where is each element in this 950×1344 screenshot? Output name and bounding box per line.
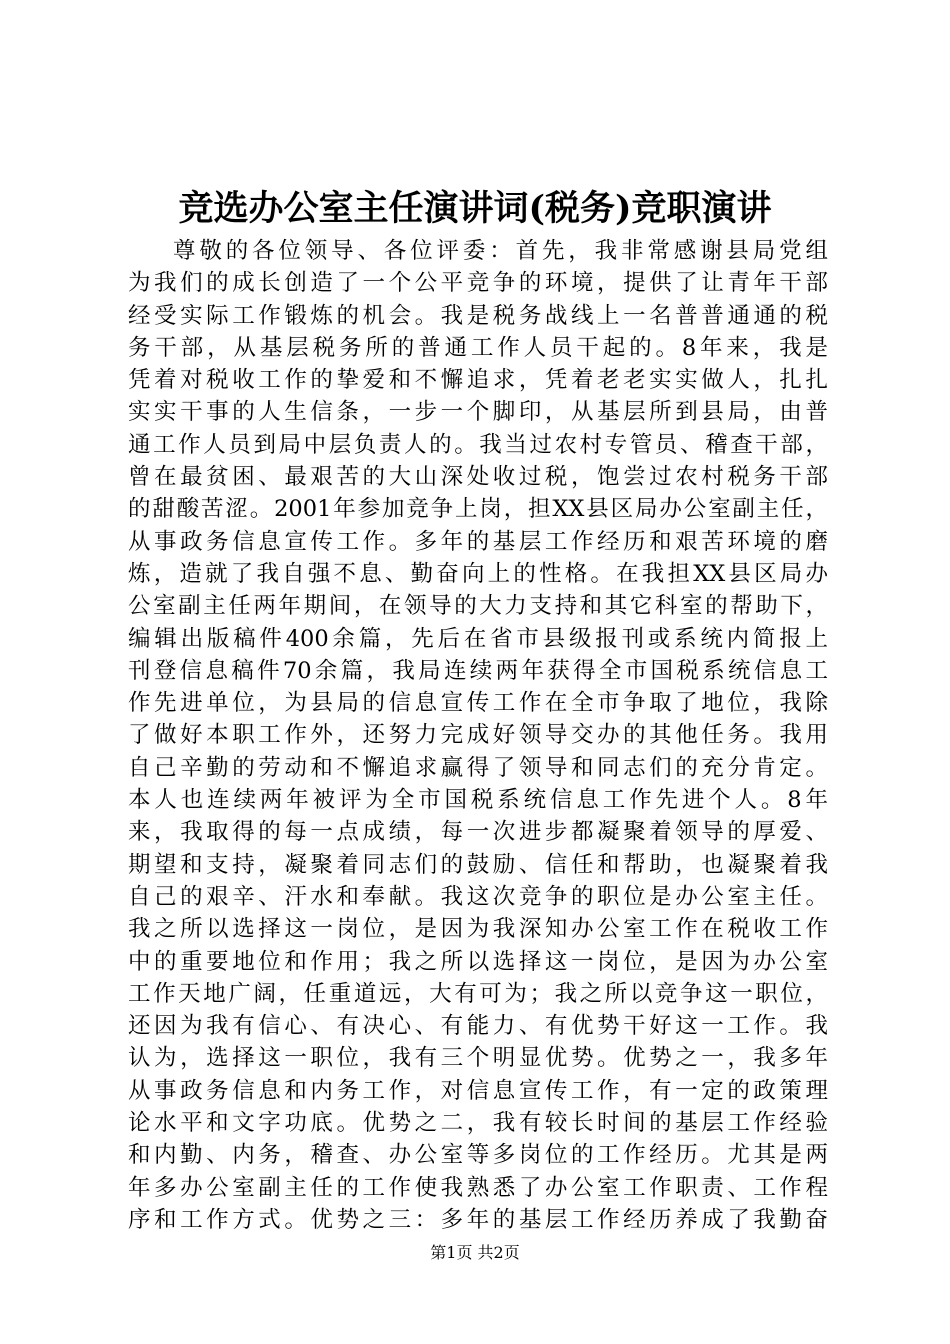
body-line: 为我们的成长创造了一个公平竞争的环境，提供了让青年干部 bbox=[128, 270, 828, 297]
body-line: 的甜酸苦涩。2001年参加竞争上岗，担XX县区局办公室副主任， bbox=[128, 496, 828, 523]
body-line: 中的重要地位和作用；我之所以选择这一岗位，是因为办公室 bbox=[128, 948, 828, 975]
document-title: 竞选办公室主任演讲词(税务)竞职演讲 bbox=[178, 188, 772, 229]
body-line: 曾在最贫困、最艰苦的大山深处收过税，饱尝过农村税务干部 bbox=[128, 464, 828, 491]
body-line: 从事政务信息和内务工作，对信息宣传工作，有一定的政策理 bbox=[128, 1077, 828, 1104]
body-line: 炼，造就了我自强不息、勤奋向上的性格。在我担XX县区局办 bbox=[128, 560, 828, 587]
body-line: 务干部，从基层税务所的普通工作人员干起的。8年来，我是 bbox=[128, 334, 828, 361]
body-line: 论水平和文字功底。优势之二，我有较长时间的基层工作经验 bbox=[128, 1110, 828, 1137]
body-line: 实实干事的人生信条，一步一个脚印，从基层所到县局，由普 bbox=[128, 399, 828, 426]
body-line: 本人也连续两年被评为全市国税系统信息工作先进个人。8年 bbox=[128, 787, 828, 814]
body-line: 尊敬的各位领导、各位评委：首先，我非常感谢县局党组 bbox=[173, 238, 828, 264]
body-line: 期望和支持，凝聚着同志们的鼓励、信任和帮助，也凝聚着我 bbox=[128, 851, 828, 878]
body-line: 和内勤、内务，稽查、办公室等多岗位的工作经历。尤其是两 bbox=[128, 1142, 828, 1169]
page-footer: 第1页 共2页 bbox=[430, 1243, 520, 1262]
body-line: 自己辛勤的劳动和不懈追求赢得了领导和同志们的充分肯定。 bbox=[128, 754, 828, 781]
body-line: 通工作人员到局中层负责人的。我当过农村专管员、稽查干部， bbox=[128, 431, 828, 458]
document-body bbox=[128, 235, 828, 1236]
body-line: 还因为我有信心、有决心、有能力、有优势干好这一工作。我 bbox=[128, 1013, 828, 1040]
body-line: 年多办公室副主任的工作使我熟悉了办公室工作职责、工作程 bbox=[128, 1174, 828, 1201]
body-line: 作先进单位，为县局的信息宣传工作在全市争取了地位，我除 bbox=[128, 690, 828, 717]
body-line: 我之所以选择这一岗位，是因为我深知办公室工作在税收工作 bbox=[128, 916, 828, 943]
body-line: 序和工作方式。优势之三：多年的基层工作经历养成了我勤奋 bbox=[128, 1206, 828, 1233]
body-line: 经受实际工作锻炼的机会。我是税务战线上一名普普通通的税 bbox=[128, 302, 828, 329]
body-line: 凭着对税收工作的挚爱和不懈追求，凭着老老实实做人，扎扎 bbox=[128, 367, 828, 394]
body-line: 来，我取得的每一点成绩，每一次进步都凝聚着领导的厚爱、 bbox=[128, 819, 828, 846]
body-line: 从事政务信息宣传工作。多年的基层工作经历和艰苦环境的磨 bbox=[128, 528, 828, 555]
body-line: 工作天地广阔，任重道远，大有可为；我之所以竞争这一职位， bbox=[128, 980, 828, 1007]
body-line: 自己的艰辛、汗水和奉献。我这次竞争的职位是办公室主任。 bbox=[128, 883, 828, 910]
body-line: 编辑出版稿件400余篇，先后在省市县级报刊或系统内简报上 bbox=[128, 625, 828, 652]
body-line: 刊登信息稿件70余篇，我局连续两年获得全市国税系统信息工 bbox=[128, 657, 828, 684]
body-line: 认为，选择这一职位，我有三个明显优势。优势之一，我多年 bbox=[128, 1045, 828, 1072]
body-line: 了做好本职工作外，还努力完成好领导交办的其他任务。我用 bbox=[128, 722, 828, 749]
body-line: 公室副主任两年期间，在领导的大力支持和其它科室的帮助下， bbox=[128, 593, 828, 620]
